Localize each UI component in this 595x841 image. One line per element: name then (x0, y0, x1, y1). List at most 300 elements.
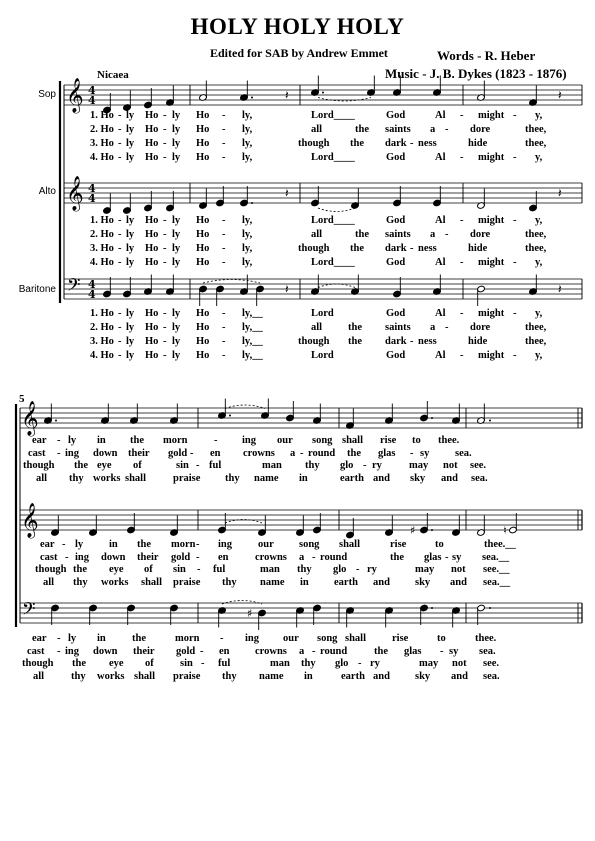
baritone-lyric-syllable: dore (470, 322, 491, 333)
alto2-lyric-syllable: and (450, 576, 467, 588)
time-signature-top: 4 (88, 84, 96, 97)
dot (251, 202, 253, 204)
alto-lyric-syllable: - (222, 243, 226, 254)
baritone-lyric-syllable: Ho (145, 308, 159, 319)
alto-lyric-syllable: Ho (196, 229, 210, 240)
alto-lyric-syllable: Lord____ (311, 257, 355, 268)
sop-lyric-syllable: ly (126, 124, 135, 135)
alto-lyric-syllable: dark (385, 243, 407, 254)
sop-lyric-syllable: Ho (145, 152, 159, 163)
sop2-lyric-syllable: crowns (243, 447, 275, 459)
alto2-lyric-syllable: gold (171, 551, 191, 563)
bari2-lyric-syllable: praise (173, 670, 201, 682)
alto-lyric-syllable: might (478, 257, 505, 268)
slur (318, 208, 355, 212)
sop-lyric-syllable: Ho (145, 110, 159, 121)
sop-lyric-syllable: ly, (242, 152, 253, 163)
alto-lyric-syllable: ly (172, 215, 181, 226)
dot (229, 415, 231, 417)
bari2-lyric-syllable: - (200, 645, 204, 657)
alto2-lyric-syllable: - (312, 551, 316, 563)
time-signature-top: 4 (88, 182, 96, 195)
sop-lyric-syllable: Lord____ (311, 110, 355, 121)
alto2-lyric-syllable: earth (334, 576, 358, 588)
sop-lyric-syllable: a (430, 124, 436, 135)
alto-lyric-syllable: Ho (145, 215, 159, 226)
baritone-lyric-syllable: - (118, 308, 122, 319)
sop2-lyric-syllable: a (290, 447, 296, 459)
sop-lyric-syllable: Ho (196, 124, 210, 135)
alto-lyric-syllable: Ho (145, 229, 159, 240)
sop-lyric-syllable: - (118, 138, 122, 149)
sop-lyric-syllable: - (222, 124, 226, 135)
bari2-lyric-syllable: ear (32, 633, 47, 644)
sop-lyric-syllable: - (460, 152, 464, 163)
sop-lyric-syllable: all (311, 124, 323, 135)
bari2-lyric-syllable: rise (392, 633, 409, 644)
sop-lyric-syllable: - (118, 152, 122, 163)
bari2-lyric-syllable: the (132, 633, 146, 644)
bari2-lyric-syllable: the (72, 658, 86, 669)
alto-lyric-syllable: God (386, 215, 406, 226)
sop-lyric-syllable: ly (172, 152, 181, 163)
sop2-lyric-syllable: glo (340, 460, 354, 471)
bari2-lyric-syllable: round (320, 645, 348, 657)
sop-lyric-syllable: - (118, 110, 122, 121)
alto2-lyric-syllable: sea.__ (483, 576, 511, 588)
sop2-lyric-syllable: not (443, 460, 458, 471)
dot (431, 417, 433, 419)
voice-label-baritone: Baritone (18, 284, 56, 295)
rest-icon: 𝄽 (558, 186, 562, 200)
bari2-lyric-syllable: sea. (479, 645, 496, 657)
bari2-lyric-syllable: crowns (255, 645, 287, 657)
baritone-lyric-syllable: - (445, 322, 449, 333)
dot (322, 92, 324, 94)
alto2-lyric-syllable: shall (141, 576, 163, 588)
alto2-lyric-syllable: thy (73, 576, 88, 588)
baritone-lyric-syllable: ly,__ (242, 308, 263, 319)
rest-icon: 𝄽 (285, 88, 289, 102)
sop-lyric-syllable: saints (385, 124, 411, 135)
sop2-lyric-syllable: en (210, 447, 221, 459)
alto2-lyric-syllable: - (196, 551, 200, 563)
baritone-lyric-syllable: - (222, 336, 226, 347)
alto2-lyric-syllable: down (101, 551, 126, 563)
sop2-lyric-syllable: - (57, 435, 61, 446)
alto2-lyric-syllable: of (144, 564, 153, 575)
baritone-lyric-syllable: - (460, 308, 464, 319)
baritone-lyric-syllable: Ho (196, 336, 210, 347)
baritone-lyric-syllable: Ho (196, 322, 210, 333)
baritone-lyric-syllable: Al (435, 308, 446, 319)
alto-lyric-syllable: - (163, 257, 167, 268)
sop2-lyric-syllable: sky (410, 472, 426, 484)
alto-lyric-syllable: ly (126, 257, 135, 268)
alto2-lyric-syllable: crowns (255, 551, 287, 563)
baritone-lyric-syllable: 4. Ho (90, 350, 114, 361)
baritone-lyric-syllable: - (118, 350, 122, 361)
rest-icon: 𝄽 (285, 186, 289, 200)
baritone-lyric-syllable: God (386, 308, 406, 319)
baritone-lyric-syllable: - (222, 308, 226, 319)
rest-icon: 𝄽 (558, 88, 562, 102)
alto-lyric-syllable: a (430, 229, 436, 240)
baritone-lyric-syllable: the (348, 322, 362, 333)
alto2-lyric-syllable: cast (40, 551, 58, 563)
voice-label-alto: Alto (38, 186, 56, 197)
sop2-lyric-syllable: sea. (471, 472, 488, 484)
bari2-lyric-syllable: may (419, 658, 439, 669)
sop2-lyric-syllable: thy (225, 472, 240, 484)
alto2-lyric-syllable: - (197, 564, 201, 575)
bari2-lyric-syllable: gold (176, 645, 196, 657)
bari2-lyric-syllable: ing (65, 645, 80, 657)
sop2-lyric-syllable: shall (125, 472, 147, 484)
alto2-lyric-syllable: to (435, 539, 444, 550)
alto2-lyric-syllable: glo (333, 564, 347, 575)
alto2-lyric-syllable: their (137, 551, 159, 563)
sop2-lyric-syllable: man (262, 460, 282, 471)
alto-lyric-syllable: ly (172, 257, 181, 268)
alto2-lyric-syllable: the (73, 564, 87, 575)
sop-lyric-syllable: - (163, 124, 167, 135)
alto2-lyric-syllable: sky (415, 576, 431, 588)
sop2-lyric-syllable: cast (28, 447, 46, 459)
baritone-lyric-syllable: God (386, 350, 406, 361)
sop-lyric-syllable: dark (385, 138, 407, 149)
bari2-lyric-syllable: and (451, 670, 468, 682)
baritone-lyric-syllable: - (460, 350, 464, 361)
alto-lyric-syllable: might (478, 215, 505, 226)
bari2-lyric-syllable: shall (134, 670, 156, 682)
alto2-lyric-syllable: all (43, 576, 55, 588)
alto-lyric-syllable: - (222, 257, 226, 268)
sop2-lyric-syllable: name (254, 472, 279, 484)
alto-lyric-syllable: ly (126, 215, 135, 226)
sop2-lyric-syllable: earth (340, 472, 364, 484)
alto2-lyric-syllable: though (35, 564, 67, 575)
alto-lyric-syllable: Ho (145, 257, 159, 268)
sop2-lyric-syllable: down (93, 447, 118, 459)
alto-lyric-syllable: Ho (145, 243, 159, 254)
sop2-lyric-syllable: though (23, 460, 55, 471)
alto-lyric-syllable: Al (435, 215, 446, 226)
sop-lyric-syllable: ly (126, 110, 135, 121)
bari2-lyric-syllable: glo (335, 658, 349, 669)
baritone-lyric-syllable: - (163, 336, 167, 347)
alto-lyric-syllable: - (118, 257, 122, 268)
sop2-lyric-syllable: ear (32, 435, 47, 446)
sop2-lyric-syllable: sea. (455, 447, 472, 459)
sop2-lyric-syllable: eye (97, 460, 112, 471)
baritone-lyric-syllable: Lord (311, 308, 334, 319)
alto-lyric-syllable: Ho (196, 215, 210, 226)
alto-lyric-syllable: God (386, 257, 406, 268)
alto-lyric-syllable: ly, (242, 229, 253, 240)
bari2-lyric-syllable: works (97, 670, 125, 682)
baritone-lyric-syllable: Ho (145, 336, 159, 347)
time-signature-top: 4 (88, 278, 96, 291)
sop2-lyric-syllable: - (300, 447, 304, 459)
bari2-lyric-syllable: - (440, 645, 444, 657)
alto-lyric-syllable: y, (535, 257, 543, 268)
sop-lyric-syllable: Al (435, 110, 446, 121)
sop-lyric-syllable: though (298, 138, 330, 149)
sop2-lyric-syllable: of (133, 460, 142, 471)
sop-lyric-syllable: Ho (196, 138, 210, 149)
bass-clef-icon: 𝄢 (22, 599, 36, 623)
alto2-lyric-syllable: - (196, 539, 200, 550)
alto-lyric-syllable: ly (172, 229, 181, 240)
sop-lyric-syllable: Ho (196, 110, 210, 121)
alto2-lyric-syllable: - (356, 564, 360, 575)
alto-lyric-syllable: - (460, 257, 464, 268)
voice-label-sop: Sop (38, 89, 56, 100)
alto-lyric-syllable: - (163, 229, 167, 240)
alto-lyric-syllable: - (163, 215, 167, 226)
alto-lyric-syllable: Ho (196, 243, 210, 254)
sop-lyric-syllable: ly (126, 152, 135, 163)
alto-lyric-syllable: - (222, 215, 226, 226)
sop2-lyric-syllable: ly (68, 435, 77, 446)
sop-lyric-syllable: ly (172, 138, 181, 149)
tune-name: Nicaea (97, 69, 129, 81)
alto-lyric-syllable: ly (172, 243, 181, 254)
alto-lyric-syllable: hide (468, 243, 488, 254)
sop-lyric-syllable: - (222, 110, 226, 121)
bari2-lyric-syllable: song (317, 633, 338, 644)
bari2-lyric-syllable: thy (301, 658, 316, 669)
baritone-lyric-syllable: 1. Ho (90, 308, 114, 319)
slur (222, 601, 262, 605)
baritone-lyric-syllable: ly,__ (242, 350, 263, 361)
sop-lyric-syllable: ly (126, 138, 135, 149)
alto2-lyric-syllable: name (260, 576, 285, 588)
baritone-lyric-syllable: ly (172, 308, 181, 319)
dot (55, 420, 57, 422)
sop2-lyric-syllable: sin (176, 460, 189, 471)
sop-lyric-syllable: - (222, 152, 226, 163)
dot (489, 607, 491, 609)
alto2-lyric-syllable: - (445, 551, 449, 563)
sop2-lyric-syllable: shall (342, 435, 364, 446)
bari2-lyric-syllable: a (299, 645, 305, 657)
baritone-lyric-syllable: - (118, 336, 122, 347)
bari2-lyric-syllable: - (57, 645, 61, 657)
time-signature-bottom: 4 (88, 192, 96, 205)
sop2-lyric-syllable: in (299, 472, 308, 484)
alto-lyric-syllable: - (513, 215, 517, 226)
baritone-lyric-syllable: y, (535, 308, 543, 319)
baritone-lyric-syllable: Ho (196, 350, 210, 361)
bari2-lyric-syllable: ry (370, 658, 380, 669)
alto-lyric-syllable: ly (126, 243, 135, 254)
alto-lyric-syllable: all (311, 229, 323, 240)
sop2-lyric-syllable: in (97, 435, 106, 446)
bari2-lyric-syllable: all (33, 670, 45, 682)
alto2-lyric-syllable: sin (173, 564, 186, 575)
alto-lyric-syllable: - (222, 229, 226, 240)
baritone-lyric-syllable: all (311, 322, 323, 333)
bari2-lyric-syllable: the (374, 645, 388, 657)
baritone-lyric-syllable: thee, (525, 336, 547, 347)
bari2-lyric-syllable: man (270, 658, 290, 669)
alto-lyric-syllable: ly, (242, 215, 253, 226)
alto2-lyric-syllable: the (137, 539, 151, 550)
alto2-lyric-syllable: thee.__ (484, 539, 516, 550)
bari2-lyric-syllable: not (452, 658, 467, 669)
sop2-lyric-syllable: thy (69, 472, 84, 484)
alto-lyric-syllable: saints (385, 229, 411, 240)
sop2-lyric-syllable: ing (242, 435, 257, 446)
sop-lyric-syllable: God (386, 110, 406, 121)
alto-lyric-syllable: - (118, 215, 122, 226)
baritone-lyric-syllable: y, (535, 350, 543, 361)
alto2-lyric-syllable: our (258, 539, 274, 550)
alto2-lyric-syllable: en (218, 551, 229, 563)
bari2-lyric-syllable: sin (180, 658, 193, 669)
rest-icon: 𝄽 (558, 282, 562, 296)
sop2-lyric-syllable: thee. (438, 435, 460, 446)
baritone-lyric-syllable: ly (126, 322, 135, 333)
sop-lyric-syllable: ly, (242, 138, 253, 149)
sop2-lyric-syllable: ry (372, 460, 382, 471)
slur (318, 284, 355, 288)
dot (431, 529, 433, 531)
slur (318, 98, 371, 102)
baritone-lyric-syllable: a (430, 322, 436, 333)
words-credit: Words - R. Heber (437, 48, 536, 63)
baritone-lyric-syllable: might (478, 350, 505, 361)
sop2-lyric-syllable: their (128, 447, 150, 459)
bari2-lyric-syllable: our (283, 633, 299, 644)
alto-lyric-syllable: the (355, 229, 369, 240)
baritone-lyric-syllable: ness (418, 336, 437, 347)
baritone-lyric-syllable: - (513, 308, 517, 319)
alto-lyric-syllable: Lord____ (311, 215, 355, 226)
sop2-lyric-syllable: works (93, 472, 121, 484)
alto2-lyric-syllable: see.__ (483, 564, 510, 575)
alto-lyric-syllable: thee, (525, 243, 547, 254)
alto2-lyric-syllable: - (65, 551, 69, 563)
baritone-lyric-syllable: 3. Ho (90, 336, 114, 347)
sop-lyric-syllable: y, (535, 110, 543, 121)
alto-lyric-syllable: y, (535, 215, 543, 226)
sop2-lyric-syllable: our (277, 435, 293, 446)
bari2-lyric-syllable: see. (483, 658, 500, 669)
sop-lyric-syllable: ly, (242, 124, 253, 135)
treble-clef-icon: 𝄞 (66, 78, 84, 113)
sop2-lyric-syllable: to (412, 435, 421, 446)
dot (251, 97, 253, 99)
bari2-lyric-syllable: down (93, 645, 118, 657)
alto2-lyric-syllable: shall (339, 539, 361, 550)
time-signature-bottom: 4 (88, 94, 96, 107)
baritone-lyric-syllable: - (513, 350, 517, 361)
bari2-lyric-syllable: sky (415, 670, 431, 682)
sop-lyric-syllable: - (445, 124, 449, 135)
alto-lyric-syllable: - (513, 257, 517, 268)
sop-lyric-syllable: - (118, 124, 122, 135)
baritone-lyric-syllable: ly,__ (242, 336, 263, 347)
sop2-lyric-syllable: - (190, 447, 194, 459)
alto2-lyric-syllable: ear (40, 539, 55, 550)
sop-lyric-syllable: dore (470, 124, 491, 135)
alto2-lyric-syllable: song (299, 539, 320, 550)
sop-lyric-syllable: ly, (242, 110, 253, 121)
alto2-lyric-syllable: sea.__ (482, 551, 510, 563)
alto-lyric-syllable: ly, (242, 257, 253, 268)
sop2-lyric-syllable: the (347, 447, 361, 459)
sop2-lyric-syllable: sy (420, 447, 430, 459)
edited-by: Edited for SAB by Andrew Emmet (210, 46, 388, 60)
alto2-lyric-syllable: ing (218, 539, 233, 550)
bari2-lyric-syllable: morn (175, 633, 200, 644)
sop-lyric-syllable: thee, (525, 124, 547, 135)
measure-number: 5 (19, 393, 25, 405)
baritone-lyric-syllable: ly (172, 336, 181, 347)
alto-lyric-syllable: ness (418, 243, 437, 254)
bass-clef-icon: 𝄢 (67, 275, 81, 299)
bari2-lyric-syllable: shall (345, 633, 367, 644)
alto2-lyric-syllable: eye (109, 564, 124, 575)
sop-lyric-syllable: Ho (196, 152, 210, 163)
sop2-lyric-syllable: and (441, 472, 458, 484)
treble-clef-icon: 𝄞 (66, 176, 84, 211)
bari2-lyric-syllable: - (358, 658, 362, 669)
bari2-lyric-syllable: - (201, 658, 205, 669)
sop-lyric-syllable: the (355, 124, 369, 135)
bari2-lyric-syllable: thee. (475, 633, 497, 644)
baritone-lyric-syllable: ly (126, 308, 135, 319)
alto-lyric-syllable: ly, (242, 243, 253, 254)
baritone-lyric-syllable: might (478, 308, 505, 319)
sop-lyric-syllable: Al (435, 152, 446, 163)
sop-lyric-syllable: - (513, 152, 517, 163)
alto2-lyric-syllable: in (109, 539, 118, 550)
baritone-lyric-syllable: though (298, 336, 330, 347)
alto2-lyric-syllable: thy (297, 564, 312, 575)
sop2-lyric-syllable: - (196, 460, 200, 471)
alto-lyric-syllable: - (163, 243, 167, 254)
bari2-lyric-syllable: glas (404, 645, 422, 657)
alto-lyric-syllable: - (460, 215, 464, 226)
bari2-lyric-syllable: - (312, 645, 316, 657)
sop-lyric-syllable: Ho (145, 124, 159, 135)
sop2-lyric-syllable: may (409, 460, 429, 471)
sop2-lyric-syllable: - (363, 460, 367, 471)
bari2-lyric-syllable: earth (341, 670, 365, 682)
natural-icon: ♮ (503, 524, 507, 537)
baritone-lyric-syllable: ly (172, 350, 181, 361)
sop2-lyric-syllable: - (214, 435, 218, 446)
treble-clef-icon: 𝄞 (21, 401, 39, 436)
sop2-lyric-syllable: all (36, 472, 48, 484)
alto-lyric-syllable: - (410, 243, 414, 254)
sop-lyric-syllable: thee, (525, 138, 547, 149)
bari2-lyric-syllable: thy (71, 670, 86, 682)
sop-lyric-syllable: - (163, 152, 167, 163)
alto2-lyric-syllable: may (415, 564, 435, 575)
sop-lyric-syllable: 4. Ho (90, 152, 114, 163)
baritone-lyric-syllable: - (163, 350, 167, 361)
alto2-lyric-syllable: glas (424, 551, 442, 563)
baritone-lyric-syllable: ly,__ (242, 322, 263, 333)
sop-lyric-syllable: hide (468, 138, 488, 149)
sop-lyric-syllable: - (410, 138, 414, 149)
alto2-lyric-syllable: thy (222, 576, 237, 588)
